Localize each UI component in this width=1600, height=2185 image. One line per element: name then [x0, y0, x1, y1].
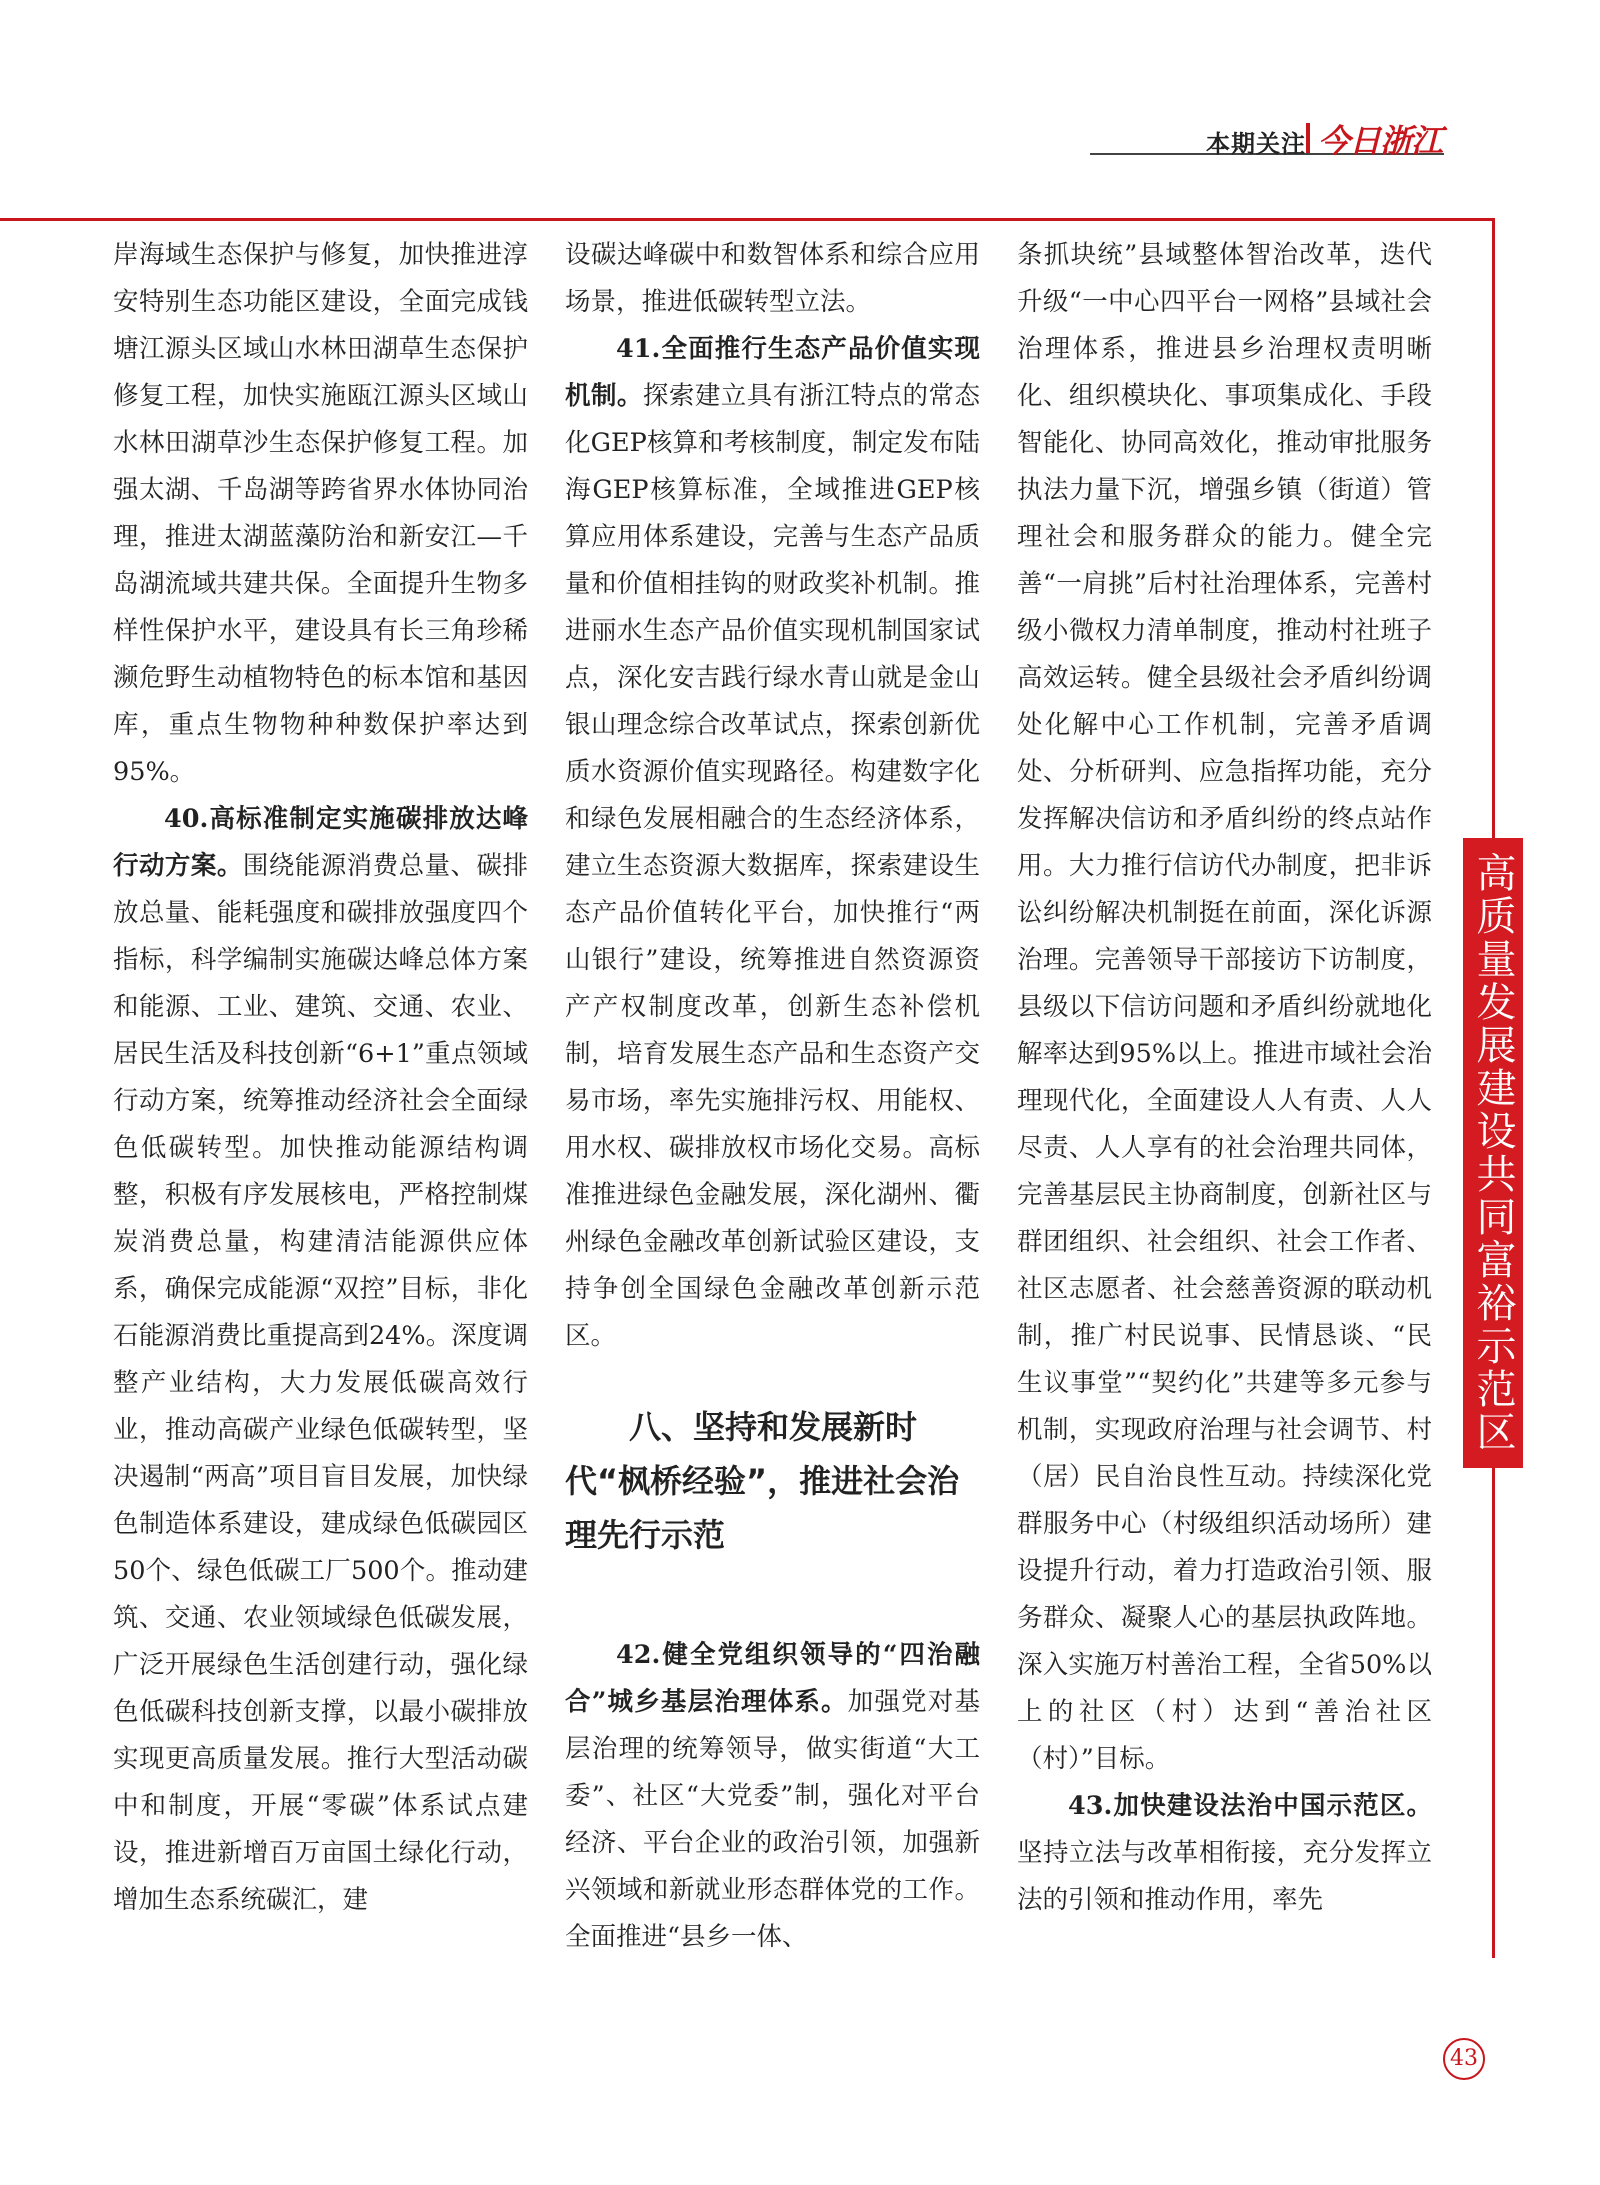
paragraph [565, 1632, 980, 1961]
topic-sidebar [1463, 838, 1523, 1468]
paragraph: 条抓块统”县域整体智治改革，迭代升级“一中心四平台一网格”县域社会治理体系，推进县乡治理权责明晰化、组织模块化、事项集成化、手段智能化、协同高效化，推动审批服务执法力量下沉，增强乡镇（街道）管理社会和服务群众的能力。健全完善“一肩挑”后村社治理体系，完善村级小微权力清单制度，推动村社班子高效运转。健全县级社会矛盾纠纷调处化解中心工作机制，完善矛盾调处、分析研判、应急指挥功能，充分发挥解决信访和矛盾纠纷的终点站作用。大力推行信访代办制度，把非诉讼纠纷解决机制挺在前面，深化诉源治理。完善领导干部接访下访制度，县级以下信访问题和矛盾纠纷就地化解率达到95%以上。推进市域社会治理现代化，全面建设人人有责、人人尽责、人人享有的社会治理共同体，完善基层民主协商制度，创新社区与群团组织、社会组织、社会工作者、社区志愿者、社会慈善资源的联动机制，推广村民说事、民情恳谈、“民生议事堂”“契约化”共建等多元参与机制，实现政府治理与社会调节、村（居）民自治良性互动。持续深化党群服务中心（村级组织活动场所）建设提升行动，着力打造政治引领、服务群众、凝聚人心的基层执政阵地。深入实施万村善治工程，全省50%以上的社区（村）达到“善治社区（村）”目标。 [1017, 240, 1432, 1774]
paragraph [1017, 1783, 1432, 1924]
paragraph [113, 796, 528, 1924]
item-body: 加强党对基层治理的统筹领导，做实街道“大工委”、社区“大党委”制，强化对平台经济、平台企业的政治引领，加强新兴领域和新就业形态群体党的工作。全面推进“县乡一体、 [565, 1687, 980, 1952]
section-label: 本期关注 [1206, 130, 1306, 158]
section-heading: 八、坚持和发展新时代“枫桥经验”，推进社会治理先行示范 [565, 1408, 960, 1554]
paragraph: 设碳达峰碳中和数智体系和综合应用场景，推进低碳转型立法。 [565, 240, 980, 317]
topic-sidebar-title: 高质量发展建设共同富裕示范区 [1470, 852, 1516, 1454]
item-title: 41.全面推行生态产品价值实现机制。 [565, 334, 980, 411]
text-column-1 [113, 232, 528, 1924]
item-body: 围绕能源消费总量、碳排放总量、能耗强度和碳排放强度四个指标，科学编制实施碳达峰总体方案和能源、工业、建筑、交通、农业、居民生活及科技创新“6+1”重点领域行动方案，统筹推动经济社会全面绿色低碳转型。加快推动能源结构调整，积极有序发展核电，严格控制煤炭消费总量，构建清洁能源供应体系，确保完成能源“双控”目标，非化石能源消费比重提高到24%。深度调整产业结构，大力发展低碳高效行业，推动高碳产业绿色低碳转型，坚决遏制“两高”项目盲目发展，加快绿色制造体系建设，建成绿色低碳园区50个、绿色低碳工厂500个。推动建筑、交通、农业领域绿色低碳发展，广泛开展绿色生活创建行动，强化绿色低碳科技创新支撑，以最小碳排放实现更高质量发展。推行大型活动碳中和制度，开展“零碳”体系试点建设，推进新增百万亩国土绿化行动，增加生态系统碳汇，建 [113, 851, 528, 1915]
header-divider-bar [1306, 123, 1310, 153]
item-title: 43.加快建设法治中国示范区。 [1068, 1791, 1432, 1821]
paragraph: 岸海域生态保护与修复，加快推进淳安特别生态功能区建设，全面完成钱塘江源头区域山水林田湖草生态保护修复工程，加快实施瓯江源头区域山水林田湖草沙生态保护修复工程。加强太湖、千岛湖等跨省界水体协同治理，推进太湖蓝藻防治和新安江—千岛湖流域共建共保。全面提升生物多样性保护水平，建设具有长三角珍稀濒危野生动植物特色的标本馆和基因库，重点生物物种种数保护率达到95%。 [113, 240, 528, 787]
magazine-logo: 今日浙江 [1318, 122, 1443, 160]
frame-top-rule [0, 218, 1495, 221]
page-number: 43 [1443, 2038, 1485, 2080]
item-title: 42.健全党组织领导的“四治融合”城乡基层治理体系。 [565, 1640, 980, 1717]
item-body: 坚持立法与改革相衔接，充分发挥立法的引领和推动作用，率先 [1017, 1838, 1432, 1915]
paragraph [565, 326, 980, 1360]
text-column-2 [565, 232, 980, 1961]
text-column-3 [1017, 232, 1432, 1924]
item-title: 40.高标准制定实施碳排放达峰行动方案。 [113, 804, 528, 881]
item-body: 探索建立具有浙江特点的常态化GEP核算和考核制度，制定发布陆海GEP核算标准，全域推进GEP核算应用体系建设，完善与生态产品质量和价值相挂钩的财政奖补机制。推进丽水生态产品价值实现机制国家试点，深化安吉践行绿水青山就是金山银山理念综合改革试点，探索创新优质水资源价值实现路径。构建数字化和绿色发展相融合的生态经济体系，建立生态资源大数据库，探索建设生态产品价值转化平台，加快推行“两山银行”建设，统筹推进自然资源资产产权制度改革，创新生态补偿机制，培育发展生态产品和生态资产交易市场，率先实施排污权、用能权、用水权、碳排放权市场化交易。高标准推进绿色金融发展，深化湖州、衢州绿色金融改革创新试验区建设，支持争创全国绿色金融改革创新示范区。 [565, 381, 980, 1351]
